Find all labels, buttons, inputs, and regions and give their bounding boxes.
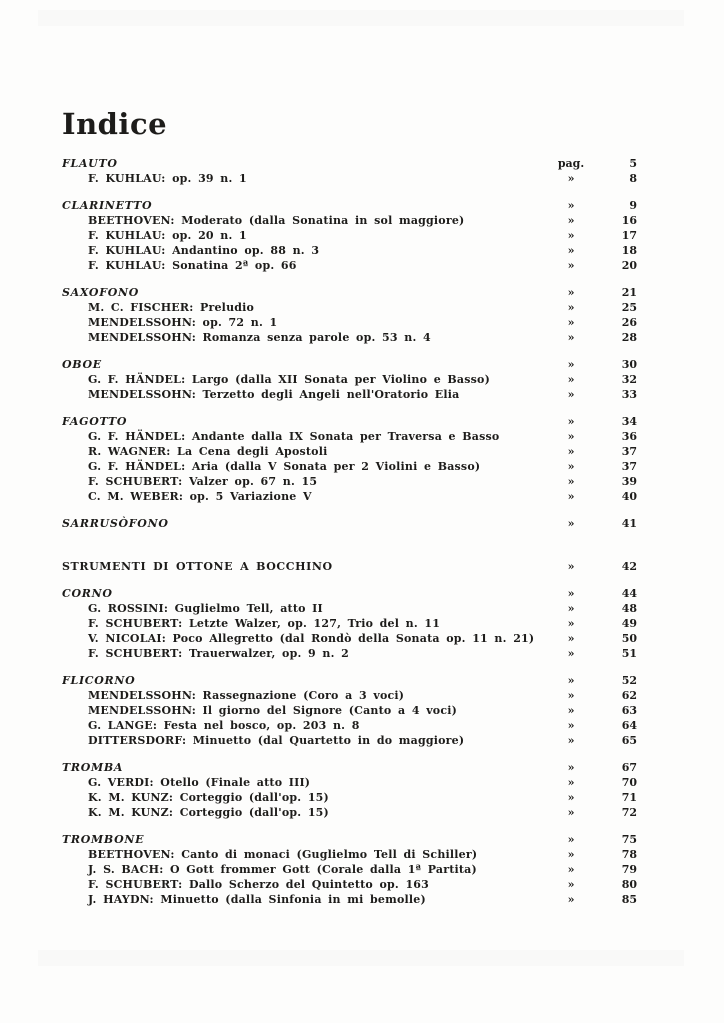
toc-entry-row <box>62 387 637 402</box>
page-column-mark: » <box>567 388 575 401</box>
toc-entry-row <box>62 646 637 661</box>
page-column-mark: » <box>567 689 575 702</box>
page-number: 79 <box>621 863 637 876</box>
toc-entry-row-label: G. F. HÄNDEL: Andante dalla IX Sonata per Traversa e Basso <box>88 430 500 443</box>
page-number: 18 <box>621 244 637 257</box>
toc-section <box>62 156 637 186</box>
toc-entry-row <box>62 733 637 748</box>
section-header-row-label: FAGOTTO <box>62 415 128 428</box>
toc-entry-row <box>62 213 637 228</box>
toc-entry-row <box>62 631 637 646</box>
toc-entry-row-label: BEETHOVEN: Moderato (dalla Sonatina in sol maggiore) <box>88 214 465 227</box>
toc-entry-row <box>62 601 637 616</box>
page-column-mark: » <box>567 259 575 272</box>
page-number: 21 <box>621 286 637 299</box>
page-column-mark: » <box>567 172 575 185</box>
page-number: 33 <box>621 388 637 401</box>
toc-section <box>62 516 637 531</box>
toc-entry-row-label: F. KUHLAU: Andantino op. 88 n. 3 <box>88 244 320 257</box>
toc-entry-row-label: G. F. HÄNDEL: Aria (dalla V Sonata per 2 Violini e Basso) <box>88 460 481 473</box>
section-header-row-label: OBOE <box>62 358 102 371</box>
section-header-row <box>62 559 637 574</box>
toc-entry-row-label: K. M. KUNZ: Corteggio (dall'op. 15) <box>88 791 329 804</box>
toc-entry-row-label: MENDELSSOHN: Rassegnazione (Coro a 3 voci) <box>88 689 405 702</box>
toc-entry-row <box>62 300 637 315</box>
page-column-mark: » <box>567 358 575 371</box>
section-header-row <box>62 516 637 531</box>
toc-section <box>62 198 637 273</box>
section-header-row-label: STRUMENTI DI OTTONE A BOCCHINO <box>62 560 333 573</box>
section-header-row <box>62 414 637 429</box>
page-number: 30 <box>621 358 637 371</box>
toc-entry-row-label: F. KUHLAU: op. 39 n. 1 <box>88 172 247 185</box>
section-header-row-label: TROMBONE <box>62 833 145 846</box>
table-of-contents <box>62 156 637 907</box>
toc-entry-row <box>62 459 637 474</box>
page-column-mark: » <box>567 848 575 861</box>
page-number: 36 <box>621 430 637 443</box>
toc-entry-row-label: MENDELSSOHN: Terzetto degli Angeli nell'Oratorio Elia <box>88 388 460 401</box>
toc-entry-row <box>62 790 637 805</box>
toc-entry-row-label: MENDELSSOHN: op. 72 n. 1 <box>88 316 278 329</box>
toc-entry-row-label: BEETHOVEN: Canto di monaci (Guglielmo Tell di Schiller) <box>88 848 478 861</box>
page-number: 9 <box>629 199 637 212</box>
section-header-row <box>62 156 637 171</box>
page-number: 26 <box>621 316 637 329</box>
page-number: 17 <box>621 229 637 242</box>
page-title: Indice <box>62 107 168 141</box>
toc-section <box>62 760 637 820</box>
section-header-row-label: SARRUSÒFONO <box>62 517 169 530</box>
page-number: 48 <box>621 602 637 615</box>
toc-section <box>62 673 637 748</box>
page-column-mark: » <box>567 244 575 257</box>
toc-section <box>62 832 637 907</box>
page-column-mark: » <box>567 761 575 774</box>
toc-entry-row-label: J. S. BACH: O Gott frommer Gott (Corale dalla 1ª Partita) <box>88 863 477 876</box>
toc-entry-row-label: G. LANGE: Festa nel bosco, op. 203 n. 8 <box>88 719 360 732</box>
toc-section <box>62 285 637 345</box>
page-column-mark: » <box>567 229 575 242</box>
toc-entry-row <box>62 171 637 186</box>
section-header-row <box>62 357 637 372</box>
page-column-mark: » <box>567 560 575 573</box>
page-number: 32 <box>621 373 637 386</box>
page-column-mark: » <box>567 286 575 299</box>
page-number: 20 <box>621 259 637 272</box>
page-column-mark: » <box>567 674 575 687</box>
page-column-mark: » <box>567 430 575 443</box>
page-column-mark: » <box>567 415 575 428</box>
page-column-mark: » <box>567 475 575 488</box>
page-column-mark: » <box>567 331 575 344</box>
page-number: 51 <box>621 647 637 660</box>
toc-entry-row <box>62 258 637 273</box>
toc-entry-row-label: DITTERSDORF: Minuetto (dal Quartetto in do maggiore) <box>88 734 465 747</box>
section-header-row <box>62 198 637 213</box>
toc-entry-row <box>62 775 637 790</box>
page-number: 71 <box>621 791 637 804</box>
page-number: 49 <box>621 617 637 630</box>
toc-entry-row-label: MENDELSSOHN: Il giorno del Signore (Canto a 4 voci) <box>88 704 458 717</box>
page-column-mark: » <box>567 445 575 458</box>
page-number: 62 <box>621 689 637 702</box>
toc-section <box>62 586 637 661</box>
toc-entry-row <box>62 228 637 243</box>
page-number: 64 <box>621 719 637 732</box>
page-column-mark: » <box>567 833 575 846</box>
page-column-mark: » <box>567 704 575 717</box>
page-column-mark: » <box>567 617 575 630</box>
toc-entry-row-label: V. NICOLAI: Poco Allegretto (dal Rondò della Sonata op. 11 n. 21) <box>88 632 535 645</box>
toc-entry-row-label: F. SCHUBERT: Valzer op. 67 n. 15 <box>88 475 318 488</box>
toc-entry-row <box>62 616 637 631</box>
toc-entry-row <box>62 444 637 459</box>
page-column-mark: » <box>567 460 575 473</box>
page-number: 63 <box>621 704 637 717</box>
section-header-row-label: CLARINETTO <box>62 199 153 212</box>
page-column-mark: » <box>567 316 575 329</box>
toc-entry-row <box>62 703 637 718</box>
toc-section <box>62 357 637 402</box>
section-header-row-label: FLAUTO <box>62 157 118 170</box>
toc-entry-row <box>62 315 637 330</box>
toc-entry-row-label: F. KUHLAU: op. 20 n. 1 <box>88 229 247 242</box>
toc-entry-row <box>62 489 637 504</box>
page-number: 52 <box>621 674 637 687</box>
toc-entry-row-label: M. C. FISCHER: Preludio <box>88 301 255 314</box>
toc-entry-row <box>62 474 637 489</box>
page-column-mark: » <box>567 734 575 747</box>
section-header-row-label: TROMBA <box>62 761 124 774</box>
page-number: 75 <box>621 833 637 846</box>
section-header-row-label: CORNO <box>62 587 113 600</box>
toc-entry-row <box>62 805 637 820</box>
page-column-mark: » <box>567 490 575 503</box>
toc-entry-row-label: C. M. WEBER: op. 5 Variazione V <box>88 490 312 503</box>
toc-entry-row <box>62 862 637 877</box>
toc-entry-row <box>62 847 637 862</box>
page-column-mark: » <box>567 373 575 386</box>
page-number: 39 <box>621 475 637 488</box>
page-number: 80 <box>621 878 637 891</box>
page-number: 85 <box>621 893 637 906</box>
page-number: 70 <box>621 776 637 789</box>
toc-entry-row-label: K. M. KUNZ: Corteggio (dall'op. 15) <box>88 806 329 819</box>
page-column-mark: » <box>567 301 575 314</box>
page-number: 25 <box>621 301 637 314</box>
toc-entry-row <box>62 429 637 444</box>
toc-entry-row-label: J. HAYDN: Minuetto (dalla Sinfonia in mi bemolle) <box>88 893 426 906</box>
section-header-row <box>62 832 637 847</box>
page-number: 42 <box>621 560 637 573</box>
toc-entry-row <box>62 243 637 258</box>
scan-shadow-bottom <box>38 950 684 966</box>
scan-shadow-top <box>38 10 684 26</box>
toc-entry-row <box>62 688 637 703</box>
page-column-mark: » <box>567 893 575 906</box>
toc-entry-row <box>62 718 637 733</box>
page-column-mark: » <box>567 632 575 645</box>
page-column-mark: » <box>567 878 575 891</box>
page-column-mark: pag. <box>557 157 585 170</box>
page-column-mark: » <box>567 719 575 732</box>
page-column-mark: » <box>567 214 575 227</box>
toc-entry-row-label: F. SCHUBERT: Letzte Walzer, op. 127, Trio del n. 11 <box>88 617 441 630</box>
page-column-mark: » <box>567 776 575 789</box>
toc-entry-row-label: F. SCHUBERT: Dallo Scherzo del Quintetto op. 163 <box>88 878 430 891</box>
toc-entry-row-label: F. KUHLAU: Sonatina 2ª op. 66 <box>88 259 297 272</box>
toc-entry-row <box>62 892 637 907</box>
toc-entry-row-label: R. WAGNER: La Cena degli Apostoli <box>88 445 328 458</box>
page-number: 41 <box>621 517 637 530</box>
section-header-row <box>62 760 637 775</box>
page-number: 37 <box>621 460 637 473</box>
page-number: 72 <box>621 806 637 819</box>
toc-section <box>62 559 637 574</box>
page-column-mark: » <box>567 791 575 804</box>
page-number: 50 <box>621 632 637 645</box>
page-number: 40 <box>621 490 637 503</box>
section-header-row <box>62 673 637 688</box>
page-number: 37 <box>621 445 637 458</box>
page-column-mark: » <box>567 647 575 660</box>
page-number: 8 <box>629 172 637 185</box>
page-column-mark: » <box>567 602 575 615</box>
toc-entry-row-label: G. F. HÄNDEL: Largo (dalla XII Sonata per Violino e Basso) <box>88 373 490 386</box>
section-header-row <box>62 285 637 300</box>
page-number: 28 <box>621 331 637 344</box>
page-number: 78 <box>621 848 637 861</box>
page-number: 16 <box>621 214 637 227</box>
page-column-mark: » <box>567 806 575 819</box>
page-number: 67 <box>621 761 637 774</box>
toc-section <box>62 414 637 504</box>
page-number: 5 <box>629 157 637 170</box>
toc-entry-row <box>62 877 637 892</box>
page-number: 65 <box>621 734 637 747</box>
page-number: 34 <box>621 415 637 428</box>
section-header-row-label: FLICORNO <box>62 674 136 687</box>
toc-entry-row-label: F. SCHUBERT: Trauerwalzer, op. 9 n. 2 <box>88 647 350 660</box>
page-column-mark: » <box>567 517 575 530</box>
section-header-row <box>62 586 637 601</box>
toc-entry-row <box>62 330 637 345</box>
page-column-mark: » <box>567 199 575 212</box>
toc-entry-row-label: G. ROSSINI: Guglielmo Tell, atto II <box>88 602 323 615</box>
page-column-mark: » <box>567 587 575 600</box>
toc-entry-row <box>62 372 637 387</box>
page-number: 44 <box>621 587 637 600</box>
section-header-row-label: SAXOFONO <box>62 286 140 299</box>
toc-entry-row-label: G. VERDI: Otello (Finale atto III) <box>88 776 311 789</box>
toc-entry-row-label: MENDELSSOHN: Romanza senza parole op. 53 n. 4 <box>88 331 431 344</box>
page-column-mark: » <box>567 863 575 876</box>
